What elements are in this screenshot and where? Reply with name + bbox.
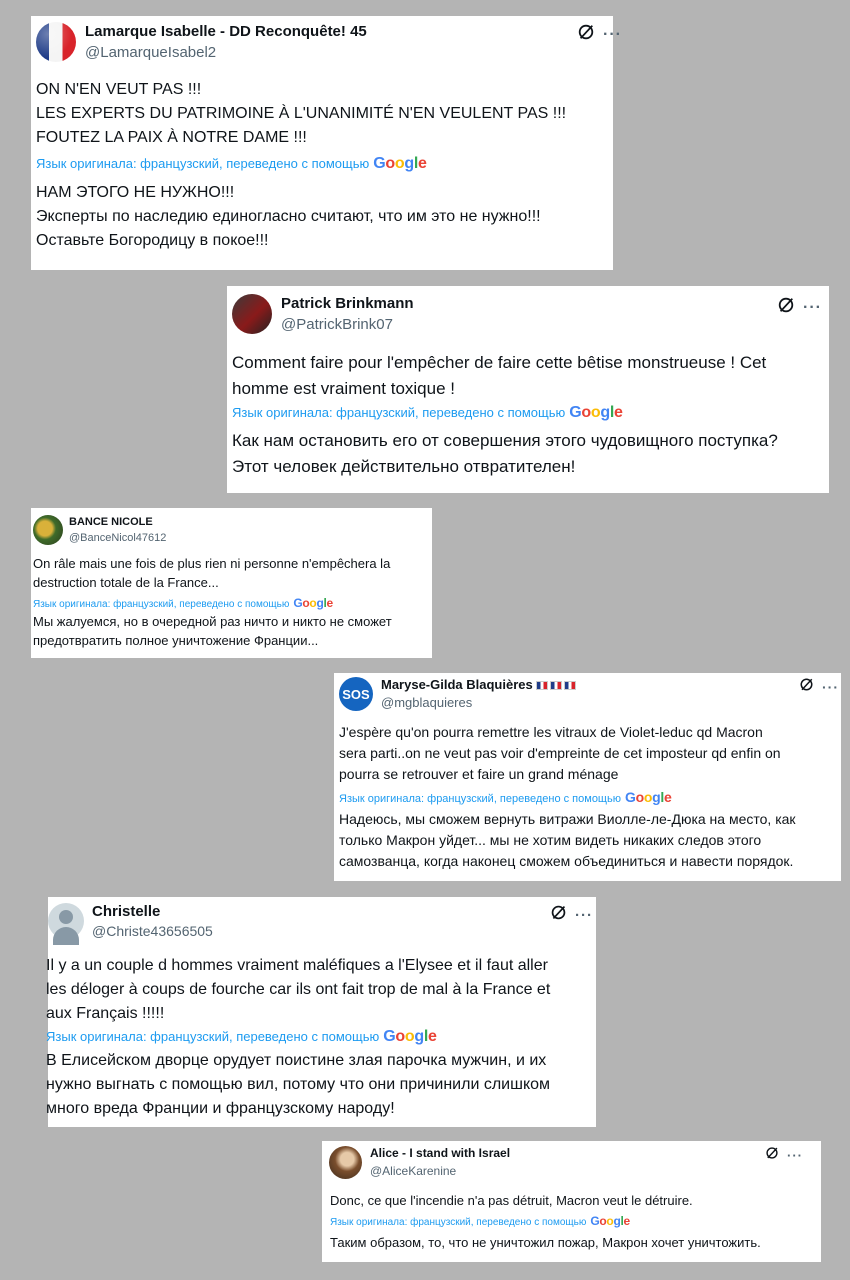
translation-note: Язык оригинала: французский, переведено с помощью Google — [232, 404, 623, 421]
tweet-translated-text: Надеюсь, мы сможем вернуть витражи Виолле-ле-Дюка на место, как только Макрон уйдет... мы не хотим видеть никаких следов этого самозванца, когда наконец сможем объединиться и навести порядок. — [339, 811, 796, 869]
google-logo: Google — [569, 404, 623, 421]
tweet-original-text: Donc, ce que l'incendie n'a pas détruit, Macron veut le détruire. — [330, 1193, 693, 1208]
google-logo: Google — [373, 155, 427, 172]
tweet-card — [227, 286, 829, 493]
author-handle[interactable]: @Christe43656505 — [92, 923, 213, 939]
tweet-translated-text: НАМ ЭТОГО НЕ НУЖНО!!! Эксперты по наследию единогласно считают, что им это не нужно!!! Оставьте Богородицу в покое!!! — [36, 184, 541, 249]
tweet-translated-text: Мы жалуемся, но в очередной раз ничто и никто не сможет предотвратить полное уничтожение Франции... — [33, 614, 392, 648]
translation-note: Язык оригинала: французский, переведено с помощью Google — [339, 789, 672, 805]
sos-avatar[interactable]: SOS — [339, 677, 373, 711]
more-icon[interactable]: ··· — [575, 906, 593, 924]
google-logo: Google — [383, 1028, 437, 1045]
author-handle[interactable]: @PatrickBrink07 — [281, 316, 393, 333]
french-flag-emoji-icon — [564, 681, 576, 690]
author-handle[interactable]: @mgblaquieres — [381, 695, 473, 710]
google-logo: Google — [293, 596, 333, 610]
tweet-card — [322, 1141, 821, 1262]
tweet-card — [48, 897, 596, 1127]
author-name[interactable]: Christelle — [92, 903, 161, 920]
tweet-original-text: On râle mais une fois de plus rien ni personne n'empêchera la destruction totale de la France... — [33, 556, 391, 590]
author-handle[interactable]: @BanceNicol47612 — [69, 532, 167, 544]
translation-note: Язык оригинала: французский, переведено с помощью Google — [36, 155, 427, 172]
tweet-original-text: ON N'EN VEUT PAS !!! LES EXPERTS DU PATRIMOINE À L'UNANIMITÉ N'EN VEULENT PAS !!! FOUTEZ LA PAIX À NOTRE DAME !!! — [36, 81, 567, 146]
translation-note: Язык оригинала: французский, переведено с помощью Google — [330, 1214, 630, 1228]
google-logo: Google — [590, 1214, 630, 1228]
google-logo: Google — [624, 789, 672, 805]
tweet-card — [31, 16, 622, 270]
tweet-original-text: Comment faire pour l'empêcher de faire cette bêtise monstrueuse ! Cet homme est vraiment toxique ! — [232, 353, 767, 398]
more-icon[interactable]: ··· — [822, 679, 839, 695]
french-flag-avatar[interactable] — [36, 22, 76, 62]
grok-icon[interactable] — [577, 23, 595, 46]
author-handle[interactable]: @AliceKarenine — [370, 1164, 457, 1178]
tweet-translated-text: Как нам остановить его от совершения этого чудовищного поступка? Этот человек действительно отвратителен! — [232, 431, 778, 476]
bird-avatar[interactable] — [33, 515, 63, 545]
tweet-card — [31, 508, 432, 658]
french-flag-emoji-icon — [550, 681, 562, 690]
author-name[interactable]: Maryse-Gilda Blaquières — [381, 677, 576, 692]
author-name[interactable]: BANCE NICOLE — [69, 516, 153, 528]
more-icon[interactable]: ··· — [603, 25, 622, 43]
grok-icon[interactable] — [550, 904, 567, 926]
grok-icon[interactable] — [765, 1146, 779, 1165]
tweet-original-text: J'espère qu'on pourra remettre les vitraux de Violet-leduc qd Macron sera parti..on ne veut pas voir d'empreinte de cet imposteur qd enfin on pourra se retrouver et faire un grand ménage — [339, 724, 781, 782]
author-name[interactable]: Alice - I stand with Israel — [370, 1146, 511, 1160]
grok-icon[interactable] — [799, 677, 814, 697]
default-user-avatar[interactable] — [48, 903, 84, 939]
photo-avatar[interactable] — [329, 1146, 362, 1179]
author-handle[interactable]: @LamarqueIsabel2 — [85, 44, 217, 61]
grok-icon[interactable] — [777, 296, 795, 319]
author-name[interactable]: Patrick Brinkmann — [281, 295, 414, 312]
translation-note: Язык оригинала: французский, переведено с помощью Google — [46, 1028, 437, 1045]
tweet-translated-text: Таким образом, то, что не уничтожил пожар, Макрон хочет уничтожить. — [330, 1235, 761, 1250]
more-icon[interactable]: ··· — [803, 298, 822, 316]
translation-note: Язык оригинала: французский, переведено с помощью Google — [33, 596, 333, 610]
author-name[interactable]: Lamarque Isabelle - DD Reconquête! 45 — [85, 23, 367, 40]
more-icon[interactable]: ··· — [787, 1148, 803, 1163]
tweet-original-text: Il y a un couple d hommes vraiment maléfiques a l'Elysee et il faut aller les déloger à coups de fourche car ils ont fait trop de mal à la France et aux Français !!!!! — [46, 957, 551, 1022]
tweet-card — [334, 673, 841, 881]
french-flag-emoji-icon — [536, 681, 548, 690]
photo-avatar[interactable] — [232, 294, 272, 334]
tweet-translated-text: В Елисейском дворце орудует поистине злая парочка мужчин, и их нужно выгнать с помощью вил, потому что они причинили слишком много вреда Франции и французскому народу! — [46, 1052, 551, 1117]
